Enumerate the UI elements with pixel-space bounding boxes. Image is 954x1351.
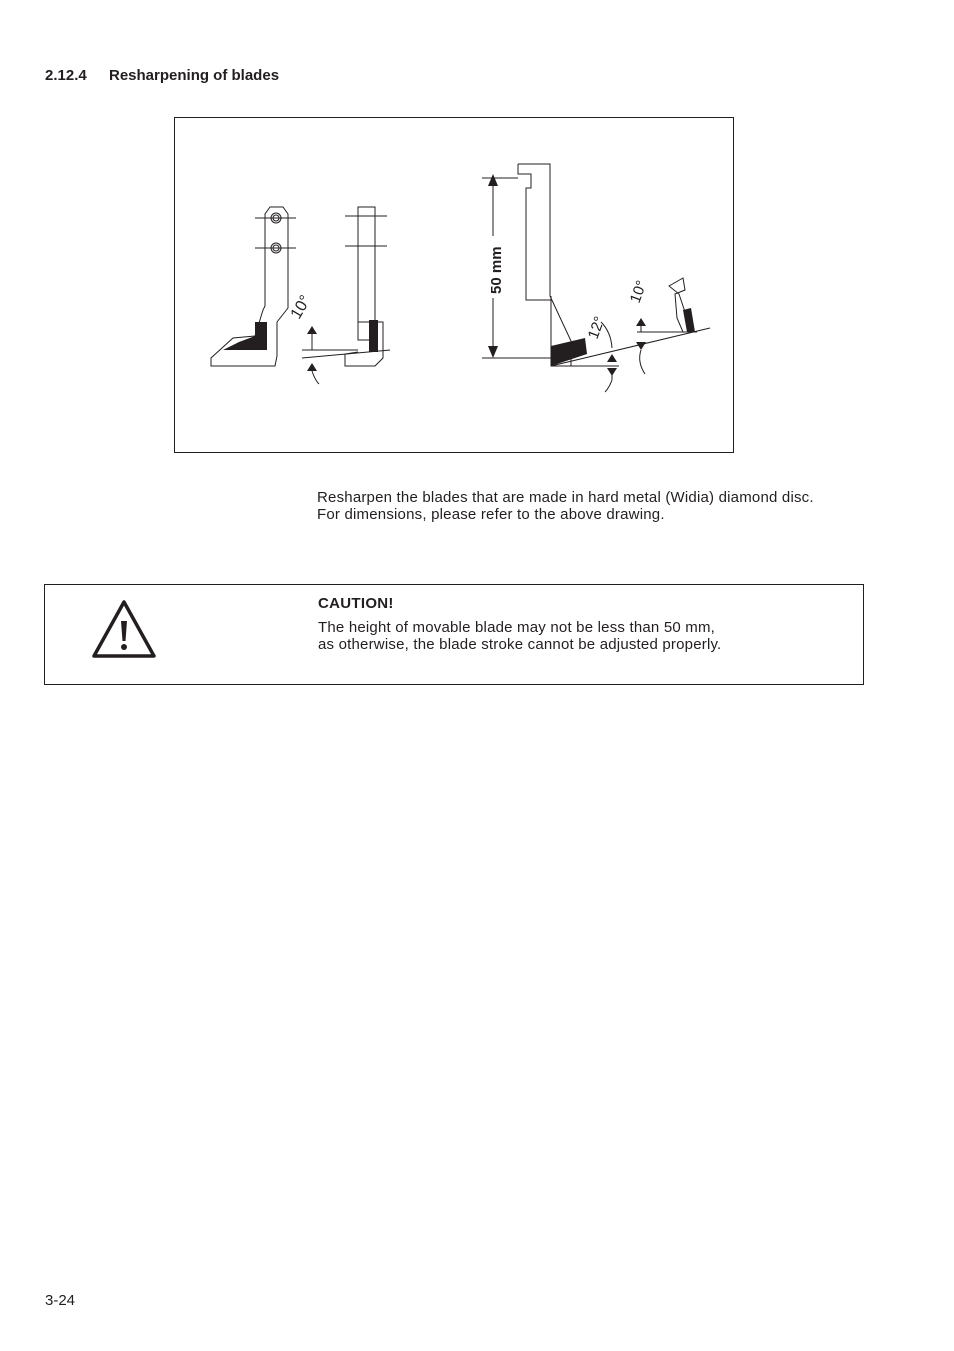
caution-line-2: as otherwise, the blade stroke cannot be adjusted properly.	[318, 636, 722, 653]
left-blade	[211, 207, 296, 366]
right-angle-label: 10°	[626, 278, 651, 306]
caution-title: CAUTION!	[318, 595, 394, 612]
warning-triangle-icon	[91, 599, 157, 659]
caution-text	[318, 619, 838, 653]
left-angle-annotation	[307, 326, 319, 384]
blade-dimension-drawing	[174, 117, 734, 453]
middle-angle-label: 12°	[584, 314, 609, 342]
blade-drawing-svg	[175, 118, 733, 452]
body-line-2: For dimensions, please refer to the above drawing.	[317, 506, 665, 523]
right-angle-annotation	[636, 318, 646, 374]
section-heading	[45, 67, 279, 84]
section-title: Resharpening of blades	[109, 67, 280, 84]
section-number: 2.12.4	[45, 67, 87, 84]
left-blade-profile	[302, 207, 390, 366]
body-line-1: Resharpen the blades that are made in hard metal (Widia) diamond disc.	[317, 489, 814, 506]
left-angle-label: 10°	[287, 292, 315, 322]
height-dimension-label: 50 mm	[488, 246, 505, 294]
caution-line-1: The height of movable blade may not be less than 50 mm,	[318, 619, 716, 636]
body-text	[317, 489, 857, 523]
caution-box	[44, 584, 864, 685]
page-number: 3-24	[45, 1292, 76, 1309]
